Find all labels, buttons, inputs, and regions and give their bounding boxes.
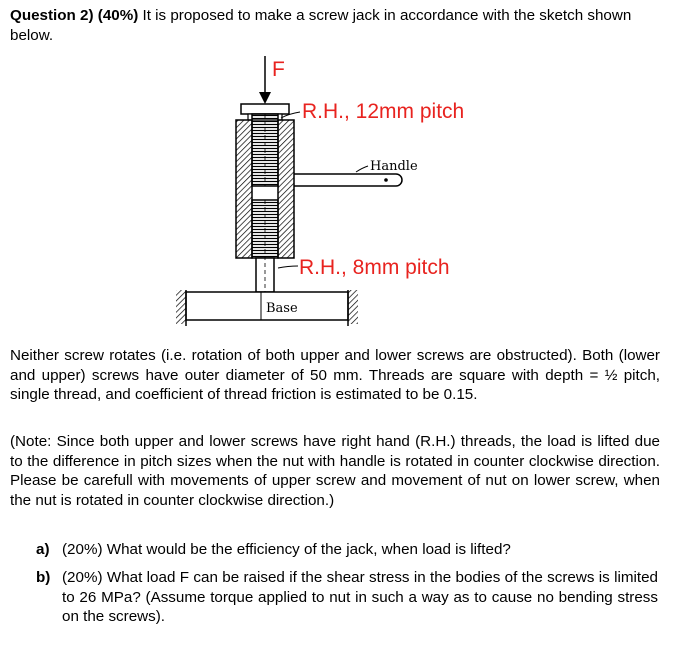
force-label: F: [272, 58, 285, 81]
lower-screw: [252, 200, 278, 292]
force-arrow: [259, 56, 271, 104]
question-intro: It is proposed to make a screw jack in accordance with the sketch shown below.: [10, 7, 632, 44]
paragraph-conditions: Neither screw rotates (i.e. rotation of both upper and lower screws are obstructed). Both (lower and upper) screws have outer diameter of 50 mm. Threads are square with depth = ½ pitch, single thread, and coefficient of thread friction is estimated to be 0.15.: [10, 347, 660, 403]
load-cap: [241, 104, 289, 114]
sub-question-b-label: b): [36, 569, 51, 586]
sub-question-a-text: (20%) What would be the efficiency of the jack, when load is lifted?: [62, 541, 511, 558]
sub-question-a-label: a): [36, 541, 50, 558]
handle-label: Handle: [370, 159, 418, 174]
upper-screw: [252, 114, 278, 186]
base-label: Base: [266, 301, 298, 316]
paragraph-note: (Note: Since both upper and lower screws have right hand (R.H.) threads, the load is lifted due to the difference in pitch sizes when the nut with handle is rotated in counter clockwise direction. Please be carefull with movements of upper screw and movement of nut on lower screw, when the nut is rotated in counter clockwise direction.): [10, 433, 660, 509]
upper-thread-label: R.H., 12mm pitch: [302, 100, 465, 123]
question-header: [10, 6, 662, 46]
screw-jack-sketch: [168, 54, 508, 334]
sub-question-b-text: (20%) What load F can be raised if the shear stress in the bodies of the screws is limited to 26 MPa? (Assume torque applied to nut in such a way as to cause no bending stress on the screws).: [62, 569, 658, 625]
lower-thread-label: R.H., 8mm pitch: [299, 256, 450, 279]
handle: [294, 174, 402, 186]
question-label: Question 2) (40%): [10, 7, 139, 24]
